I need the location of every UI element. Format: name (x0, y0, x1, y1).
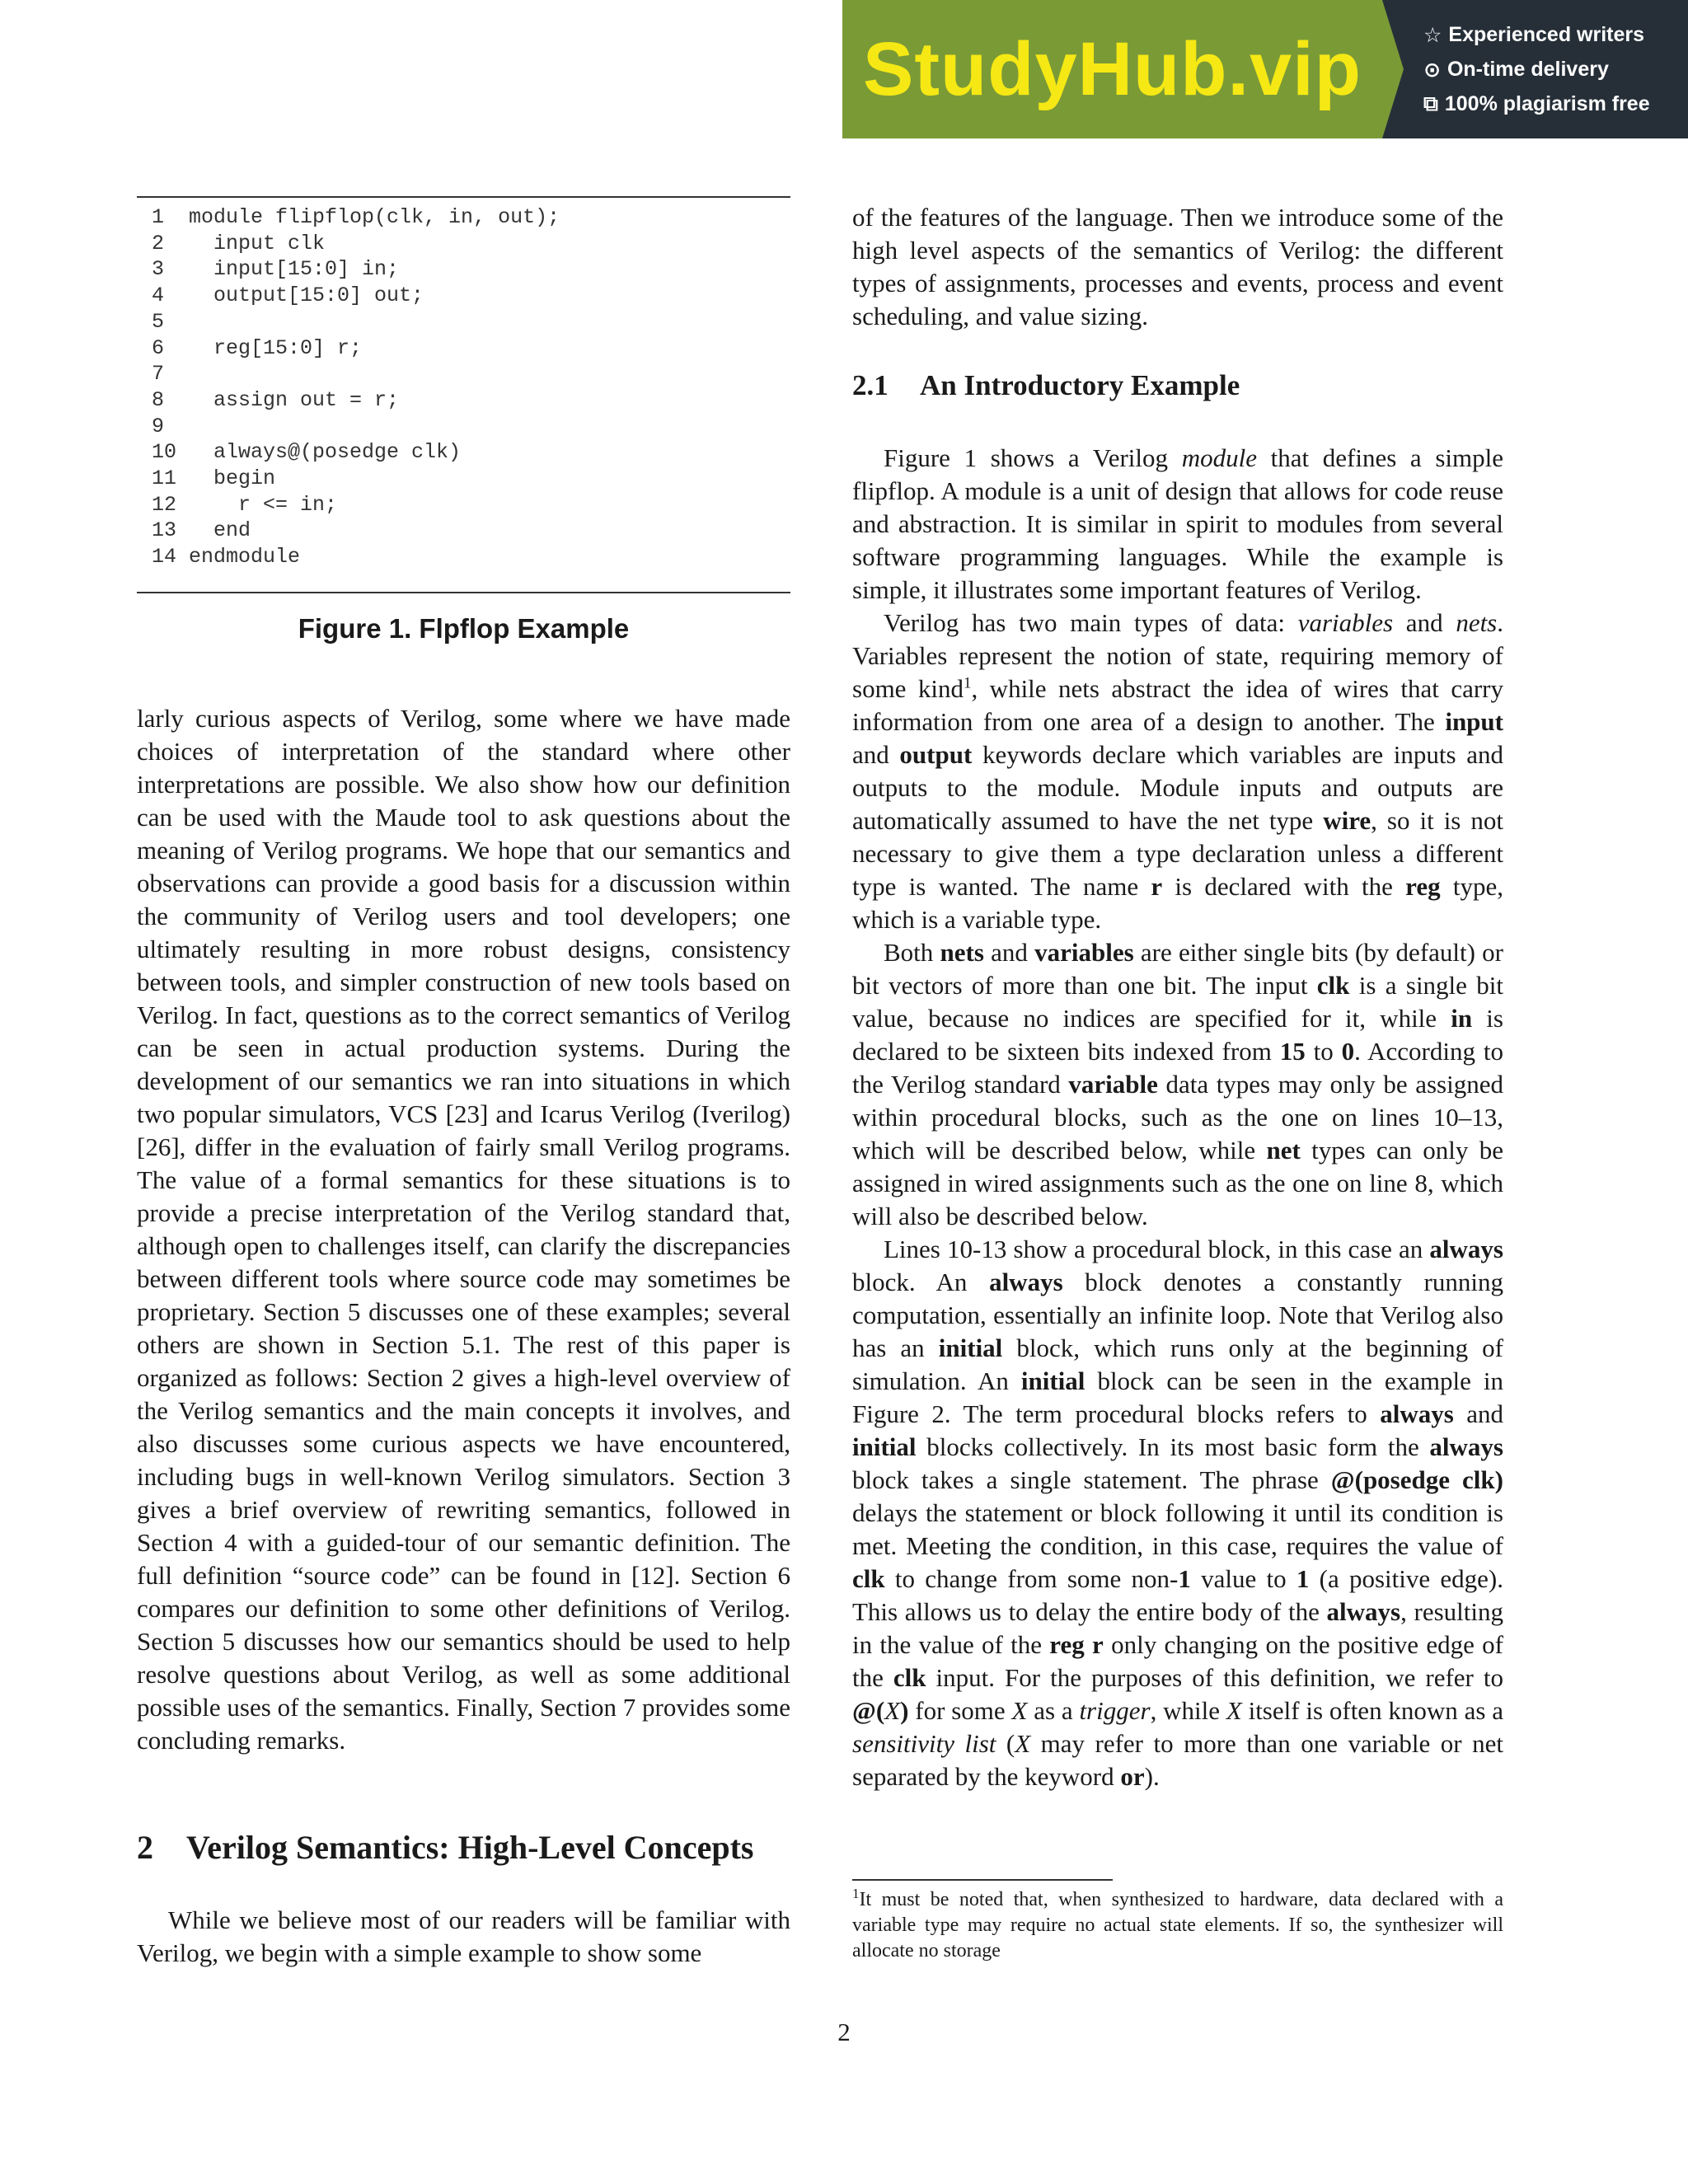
right-body (852, 442, 1503, 1793)
banner-arrow (1382, 0, 1404, 138)
page-number: 2 (837, 2018, 851, 2046)
code-line: 3 input[15:0] in; (152, 257, 400, 282)
paragraph-bits: Both nets and variables are either single bits (by default) or bit vectors of more than one bit. The input clk is a single bit value, because no indices are specified for it, while in is declared to be sixteen bits indexed from 15 to 0. According to the Verilog standard variable data types may only be assigned within procedural blocks, such as the one on lines 10–13, which will be described below, while net types can only be assigned in wired assignments such as the one on line 8, which will also be described below. (852, 938, 1504, 1230)
section-heading (137, 1828, 790, 1867)
paragraph-always: Lines 10-13 show a procedural block, in this case an always block. An always block denotes a constantly running computation, essentially an infinite loop. Note that Verilog also has an initial block, which runs only at the beginning of simulation. An initial block can be seen in the example in Figure 2. The term procedural blocks refers to always and initial blocks collectively. In its most basic form the always block takes a single statement. The phrase @(posedge clk) delays the statement or block following it until its condition is met. Meeting the condition, in this case, requires the value of clk to change from some non-1 value to 1 (a positive edge). This allows us to delay the entire body of the always, resulting in the value of the reg r only changing on the positive edge of the clk input. For the purposes of this definition, we refer to @(X) for some X as a trigger, while X itself is often known as a sensitivity list (X may refer to more than one variable or net separated by the keyword or). (852, 1235, 1504, 1791)
paragraph-module: Figure 1 shows a Verilog module that defines a simple flipflop. A module is a unit of design that allows for code reuse and abstraction. It is similar in spirit to modules from several software programming languages. While the example is simple, it illustrates some important features of Verilog. (852, 443, 1503, 604)
feature-delivery: ⊙ On-time delivery (1423, 58, 1609, 82)
code-line: 13 end (152, 518, 251, 543)
code-line: 7 (152, 362, 165, 387)
code-line: 5 (152, 309, 165, 334)
footnote-mark: 1 (852, 1886, 860, 1901)
studyhub-banner[interactable] (842, 0, 1688, 138)
footnote-rule (852, 1879, 1113, 1881)
footnote-text: It must be noted that, when synthesized to hardware, data declared with a variable type may require no actual state elements. If so, the synthesizer will allocate no storage (852, 1889, 1503, 1961)
code-line: 6 reg[15:0] r; (152, 335, 363, 360)
section-intro-paragraph: While we believe most of our readers will be familiar with Verilog, we begin with a simple example to show some (137, 1905, 790, 1967)
code-listing (152, 204, 560, 570)
subsection-title: An Introductory Example (920, 369, 1240, 401)
feature-writers: ☆ Experienced writers (1423, 23, 1645, 47)
clock-icon: ⊙ (1423, 58, 1441, 82)
brand-logo[interactable] (842, 0, 1382, 138)
copy-icon: ⧉ (1423, 91, 1438, 115)
subsection-heading (852, 369, 1503, 402)
subsection-number: 2.1 (852, 369, 889, 401)
feature-plagiarism: ⧉ 100% plagiarism free (1423, 91, 1650, 115)
section-title: Verilog Semantics: High-Level Concepts (186, 1829, 754, 1866)
code-line: 14 endmodule (152, 545, 301, 569)
figure-bottom-rule (137, 592, 790, 593)
code-line: 8 assign out = r; (152, 387, 400, 412)
code-line: 2 input clk (152, 231, 326, 255)
star-icon: ☆ (1423, 23, 1442, 47)
footnote-ref[interactable]: 1 (964, 674, 972, 692)
paragraph-data-types: Verilog has two main types of data: variables and nets. Variables represent the notion of state, requiring memory of some kind$^1$, while nets abstract the idea of wires that carry information from one area of a design to another. The input and output keywords declare which variables are inputs and outputs to the module. Module inputs and outputs are automatically assumed to have the net type wire, so it is not necessary to give them a type declaration unless a different type is wanted. The name r is declared with the reg type, which is a variable type. (852, 608, 1503, 934)
banner-features (1382, 0, 1688, 138)
code-line: 9 (152, 414, 165, 438)
code-line: 1 module flipflop(clk, in, out); (152, 205, 560, 229)
code-line: 12 r <= in; (152, 492, 338, 517)
section-number: 2 (137, 1829, 153, 1866)
left-paragraph: larly curious aspects of Verilog, some where we have made choices of interpretation of the standard where other interpretations are possible. We also show how our definition can be used with the Maude tool to ask questions about the meaning of Verilog programs. We hope that our semantics and observations can provide a good basis for a discussion within the community of Verilog users and tool developers; one ultimately resulting in more robust designs, consistency between tools, and simpler construction of new tools based on Verilog. In fact, questions as to the correct semantics of Verilog can be seen in actual production systems. During the development of our semantics we ran into situations in which two popular simulators, VCS [23] and Icarus Verilog (Iverilog) [26], differ in the evaluation of fairly small Verilog programs. The value of a formal semantics for these situations is to provide a precise interpretation of the Verilog standard that, although open to challenges itself, can clarify the discrepancies between different tools where source code may sometimes be proprietary. Section 5 discusses one of these examples; several others are shown in Section 5.1. The rest of this paper is organized as follows: Section 2 gives a high-level overview of the Verilog semantics and the main concepts it involves, and also discusses some curious aspects we have encountered, including bugs in well-known Verilog simulators. Section 3 gives a brief overview of rewriting semantics, followed in Section 4 with a guided-tour of our semantic definition. The full definition “source code” can be found in [12]. Section 6 compares our definition to some other definitions of Verilog. Section 5 discusses how our semantics should be used to help resolve questions about Verilog, as well as some additional possible uses of the semantics. Finally, Section 7 provides some concluding remarks. (137, 704, 790, 1755)
footnote (852, 1887, 1503, 1964)
right-continued-paragraph: of the features of the language. Then we introduce some of the high level aspects of the semantics of Verilog: the different types of assignments, processes and events, process and event scheduling, and value sizing. (852, 203, 1503, 330)
figure-caption: Figure 1. Flpflop Example (298, 613, 630, 644)
code-line: 10 always@(posedge clk) (152, 440, 462, 465)
brand-name: StudyHub.vip (863, 26, 1362, 111)
figure-top-rule (137, 196, 790, 198)
code-line: 4 output[15:0] out; (152, 284, 424, 308)
code-line: 11 begin (152, 466, 276, 491)
